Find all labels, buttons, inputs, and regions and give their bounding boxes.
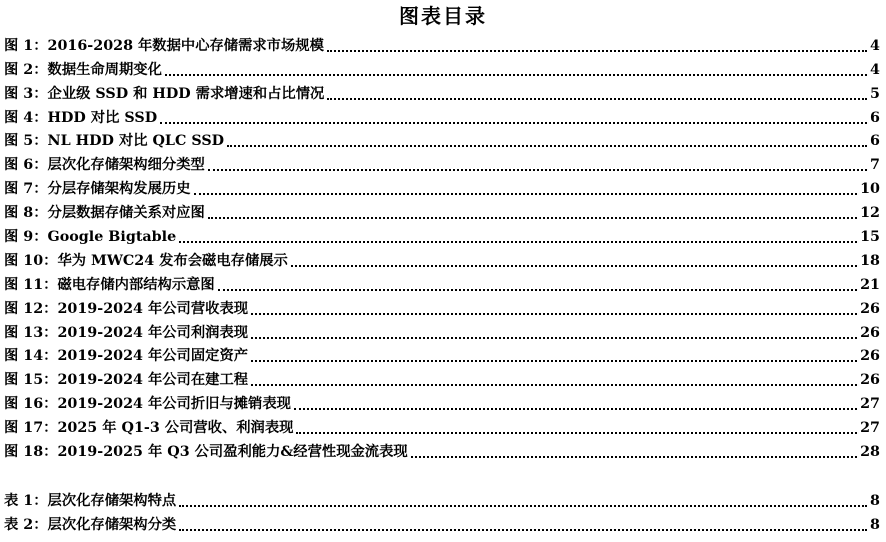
dot-leader: [160, 122, 867, 124]
figure-entry[interactable]: [4, 415, 880, 439]
figure-entry[interactable]: [4, 224, 880, 248]
figure-entry-page-number: 28: [860, 444, 880, 461]
table-entry-page-number: 8: [870, 492, 880, 509]
figure-entry-page-number: 18: [860, 252, 880, 269]
figure-entry[interactable]: [4, 439, 880, 463]
dot-leader: [251, 313, 857, 315]
table-list: [4, 488, 880, 536]
figure-entry[interactable]: [4, 248, 880, 272]
table-entry-label: 表 2：层次化存储架构分类: [4, 516, 177, 533]
figure-entry-page-number: 27: [860, 420, 880, 437]
figure-entry[interactable]: [4, 105, 880, 129]
dot-leader: [227, 145, 867, 147]
toc-heading: 图表目录: [399, 4, 487, 28]
dot-leader: [165, 74, 867, 76]
dot-leader: [179, 241, 857, 243]
table-entry-label: 表 1：层次化存储架构特点: [4, 492, 177, 509]
figure-entry[interactable]: [4, 57, 880, 81]
figure-entry-label: 图 9：Google Bigtable: [4, 229, 177, 246]
figure-entry-label: 图 18：2019-2025 年 Q3 公司盈利能力&经营性现金流表现: [4, 444, 408, 461]
figure-list: [4, 33, 880, 463]
figure-entry-page-number: 7: [870, 157, 880, 174]
figure-entry[interactable]: [4, 176, 880, 200]
dot-leader: [327, 98, 867, 100]
figure-entry-page-number: 15: [860, 229, 880, 246]
dot-leader: [251, 384, 857, 386]
table-entry[interactable]: [4, 488, 880, 512]
figure-entry-label: 图 4：HDD 对比 SSD: [4, 109, 158, 126]
figure-entry[interactable]: [4, 33, 880, 57]
figure-entry[interactable]: [4, 344, 880, 368]
figure-entry[interactable]: [4, 320, 880, 344]
figure-entry[interactable]: [4, 391, 880, 415]
dot-leader: [208, 169, 867, 171]
figure-entry-label: 图 12：2019-2024 年公司营收表现: [4, 300, 249, 317]
dot-leader: [296, 432, 857, 434]
figure-entry-label: 图 11：磁电存储内部结构示意图: [4, 276, 215, 293]
dot-leader: [411, 456, 857, 458]
figure-entry-page-number: 26: [860, 348, 880, 365]
figure-entry-label: 图 17：2025 年 Q1-3 公司营收、利润表现: [4, 420, 294, 437]
figure-entry-label: 图 7：分层存储架构发展历史: [4, 181, 191, 198]
table-entry[interactable]: [4, 512, 880, 536]
dot-leader: [327, 50, 867, 52]
figure-entry[interactable]: [4, 81, 880, 105]
dot-leader: [194, 193, 858, 195]
figure-entry-page-number: 6: [870, 109, 880, 126]
dot-leader: [179, 505, 867, 507]
figure-entry[interactable]: [4, 296, 880, 320]
figure-entry[interactable]: [4, 367, 880, 391]
figure-entry-label: 图 10：华为 MWC24 发布会磁电存储展示: [4, 252, 288, 269]
dot-leader: [291, 265, 857, 267]
figure-entry-page-number: 5: [870, 85, 880, 102]
dot-leader: [179, 529, 867, 531]
dot-leader: [294, 408, 857, 410]
figure-entry-label: 图 14：2019-2024 年公司固定资产: [4, 348, 249, 365]
figure-entry-page-number: 6: [870, 133, 880, 150]
figure-entry-label: 图 8：分层数据存储关系对应图: [4, 205, 205, 222]
figure-entry-page-number: 27: [860, 396, 880, 413]
figure-entry-label: 图 1：2016-2028 年数据中心存储需求市场规模: [4, 37, 324, 54]
dot-leader: [218, 289, 857, 291]
figure-entry-label: 图 3：企业级 SSD 和 HDD 需求增速和占比情况: [4, 85, 325, 102]
figure-entry-label: 图 16：2019-2024 年公司折旧与摊销表现: [4, 396, 291, 413]
figure-entry-page-number: 26: [860, 300, 880, 317]
figure-entry-label: 图 6：层次化存储架构细分类型: [4, 157, 205, 174]
figure-entry[interactable]: [4, 200, 880, 224]
figure-entry-page-number: 26: [860, 372, 880, 389]
figure-entry-page-number: 4: [870, 61, 880, 78]
figure-entry-page-number: 12: [860, 205, 880, 222]
figure-entry-label: 图 15：2019-2024 年公司在建工程: [4, 372, 249, 389]
dot-leader: [251, 360, 857, 362]
figure-entry-page-number: 4: [870, 37, 880, 54]
figure-entry[interactable]: [4, 152, 880, 176]
dot-leader: [208, 217, 857, 219]
figure-entry-page-number: 21: [860, 276, 880, 293]
figure-entry-label: 图 13：2019-2024 年公司利润表现: [4, 324, 249, 341]
figure-entry[interactable]: [4, 129, 880, 153]
table-entry-page-number: 8: [870, 516, 880, 533]
figure-entry[interactable]: [4, 272, 880, 296]
figure-entry-label: 图 2：数据生命周期变化: [4, 61, 162, 78]
figure-entry-page-number: 26: [860, 324, 880, 341]
figure-entry-label: 图 5：NL HDD 对比 QLC SSD: [4, 133, 225, 150]
dot-leader: [251, 337, 857, 339]
figure-entry-page-number: 10: [860, 181, 880, 198]
